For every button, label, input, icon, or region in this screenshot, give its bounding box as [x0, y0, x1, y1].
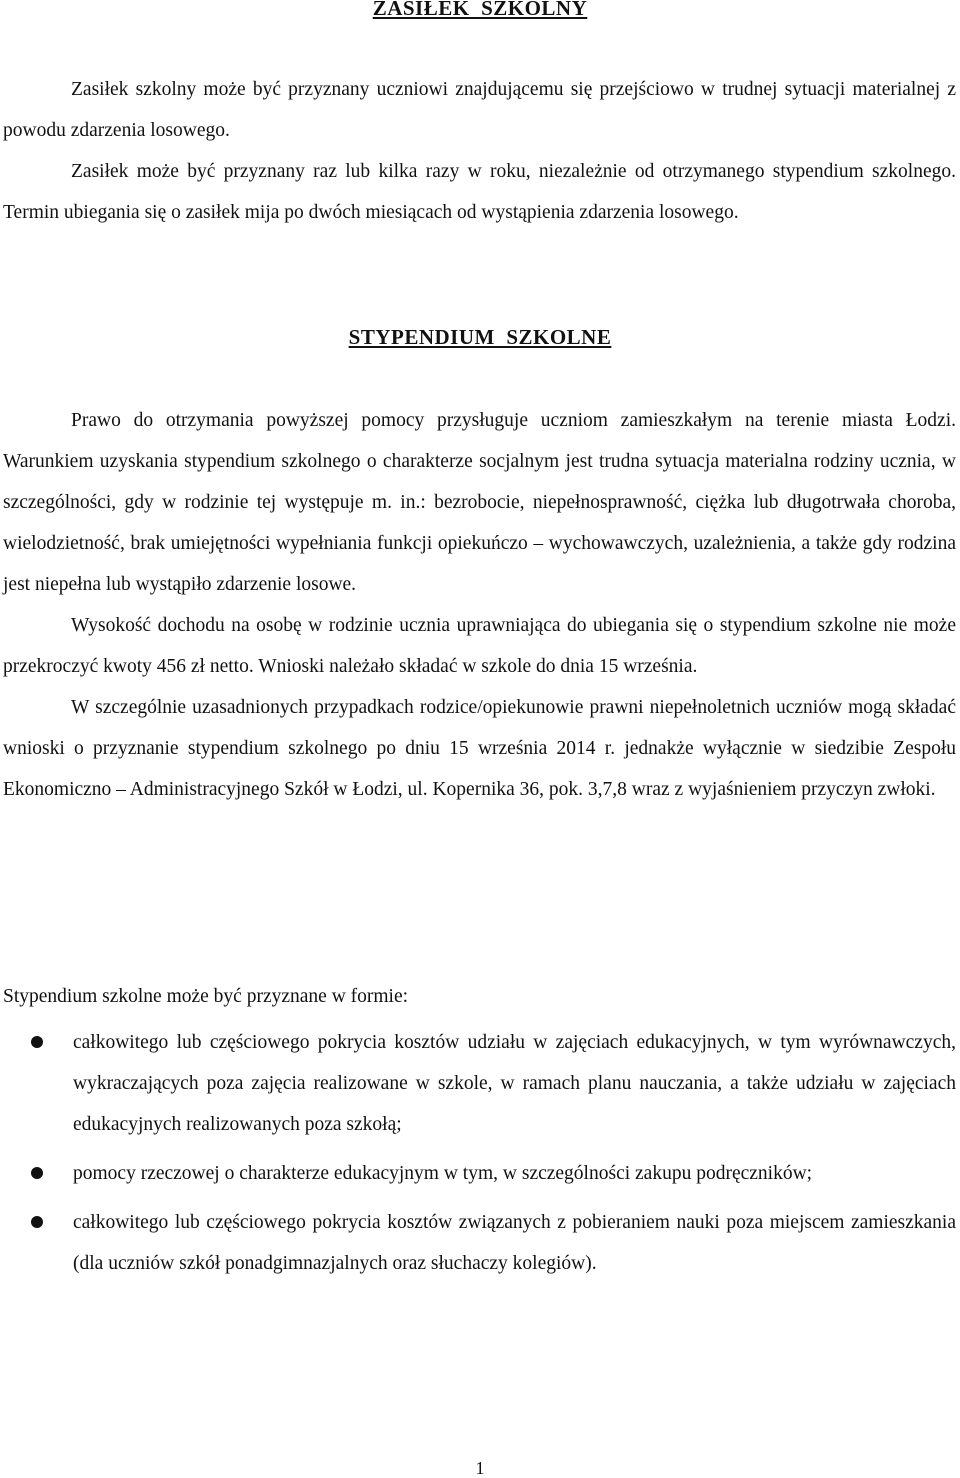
- stypendium-section: [3, 400, 956, 810]
- list-item: [3, 1153, 956, 1194]
- forms-list: [3, 1022, 956, 1292]
- stypendium-paragraph-3: W szczególnie uzasadnionych przypadkach rodzice/opiekunowie prawni niepełnoletnich uczniów mogą składać wnioski o przyznanie stypendium szkolnego po dniu 15 września 2014 r. jednakże wyłącznie w siedzibie Zespołu Ekonomiczno – Administracyjnego Szkół w Łodzi, ul. Kopernika 36, pok. 3,7,8 wraz z wyjaśnieniem przyczyn zwłoki.: [3, 697, 956, 800]
- section-title-stypendium: STYPENDIUM SZKOLNE: [348, 325, 612, 349]
- bullet-icon: [31, 1216, 43, 1228]
- list-item-text: całkowitego lub częściowego pokrycia kosztów udziału w zajęciach edukacyjnych, w tym wyrównawczych, wykraczających poza zajęcia realizowane w szkole, w ramach planu nauczania, a także udziału w zajęciach edukacyjnych realizowanych poza szkołą;: [73, 1032, 956, 1135]
- page-number: 1: [475, 1458, 485, 1478]
- list-item: [3, 1022, 956, 1145]
- bullet-icon: [31, 1036, 43, 1048]
- section-title-zasilek: ZASIŁEK SZKOLNY: [372, 0, 588, 20]
- zasilek-paragraph-2: Zasiłek może być przyznany raz lub kilka razy w roku, niezależnie od otrzymanego stypendium szkolnego. Termin ubiegania się o zasiłek mija po dwóch miesiącach od wystąpienia zdarzenia losowego.: [3, 161, 956, 223]
- list-item: [3, 1202, 956, 1284]
- list-item-text: pomocy rzeczowej o charakterze edukacyjnym w tym, w szczególności zakupu podręczników;: [73, 1163, 813, 1184]
- list-item-text: całkowitego lub częściowego pokrycia kosztów związanych z pobieraniem nauki poza miejscem zamieszkania (dla uczniów szkół ponadgimnazjalnych oraz słuchaczy kolegiów).: [73, 1212, 956, 1274]
- zasilek-paragraph-1: Zasiłek szkolny może być przyznany uczniowi znajdującemu się przejściowo w trudnej sytuacji materialnej z powodu zdarzenia losowego.: [3, 79, 956, 141]
- stypendium-paragraph-1: Prawo do otrzymania powyższej pomocy przysługuje uczniom zamieszkałym na terenie miasta Łodzi. Warunkiem uzyskania stypendium szkolnego o charakterze socjalnym jest trudna sytuacja materialna rodziny ucznia, w szczególności, gdy w rodzinie tej występuje m. in.: bezrobocie, niepełnosprawność, ciężka lub długotrwała choroba, wielodzietność, brak umiejętności wypełniania funkcji opiekuńczo – wychowawczych, uzależnienia, a także gdy rodzina jest niepełna lub wystąpiło zdarzenie losowe.: [3, 410, 956, 595]
- bullet-icon: [31, 1167, 43, 1179]
- zasilek-section: [3, 69, 956, 233]
- forms-intro: Stypendium szkolne może być przyznane w formie:: [3, 986, 409, 1007]
- stypendium-paragraph-2: Wysokość dochodu na osobę w rodzinie ucznia uprawniająca do ubiegania się o stypendium szkolne nie może przekroczyć kwoty 456 zł netto. Wnioski należało składać w szkole do dnia 15 września.: [3, 615, 956, 677]
